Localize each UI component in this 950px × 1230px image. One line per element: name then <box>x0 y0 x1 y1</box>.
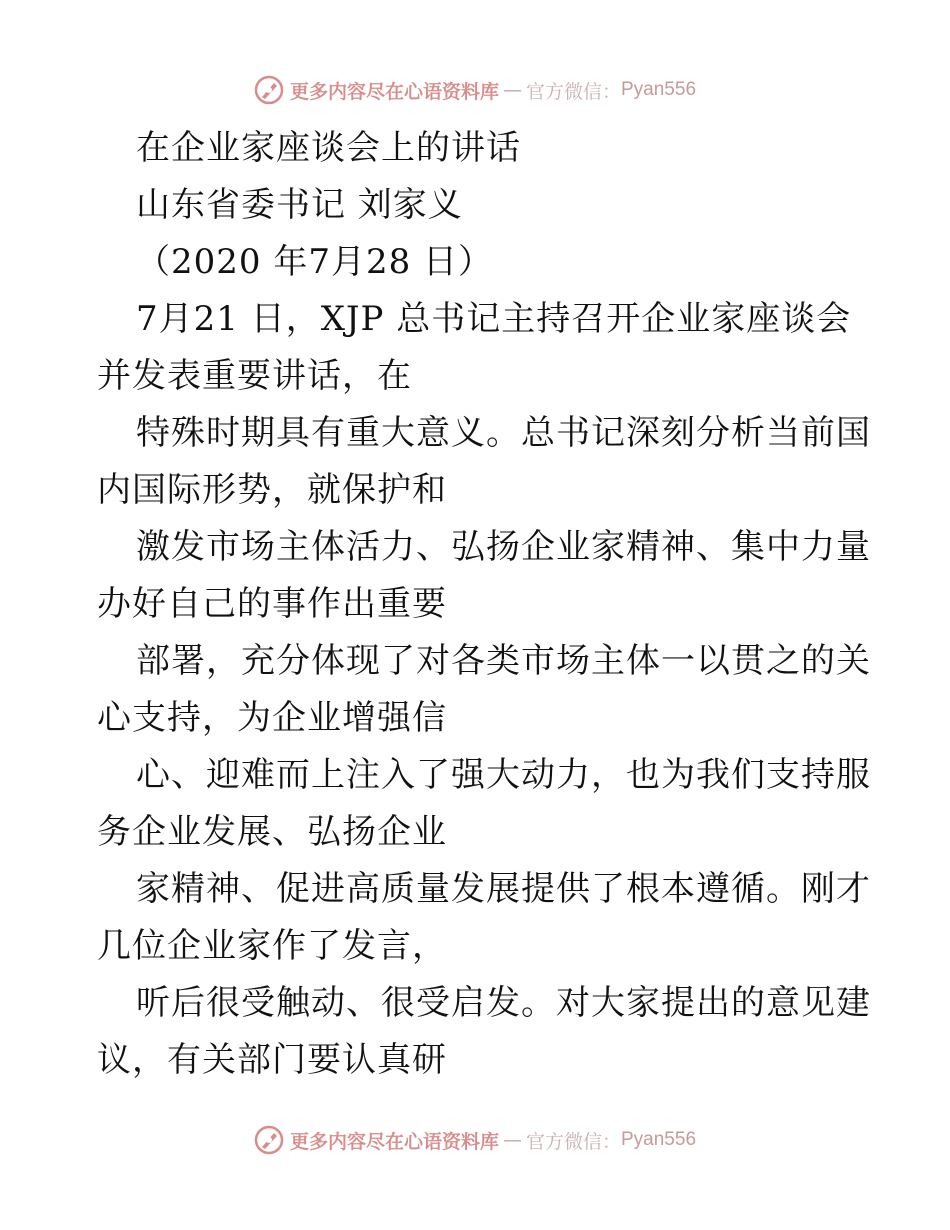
pen-logo-icon <box>254 75 284 105</box>
footer-watermark <box>0 1120 950 1160</box>
document-body <box>97 120 871 1089</box>
paragraph-line: 几位企业家作了发言， <box>97 926 447 966</box>
doc-date: （2020 年7月28 日） <box>136 242 494 282</box>
doc-title: 在企业家座谈会上的讲话 <box>136 128 521 168</box>
paragraph-line: 特殊时期具有重大意义。总书记深刻分析当前国 <box>136 413 871 453</box>
paragraph-line: 内国际形势，就保护和 <box>97 470 447 510</box>
paragraph-line: 听后很受触动、很受启发。对大家提出的意见建 <box>136 983 871 1023</box>
watermark-main-text: 更多内容尽在心语资料库 <box>289 80 499 103</box>
watermark-sub-text: 官方微信： <box>525 1130 621 1153</box>
paragraph-line: 办好自己的事作出重要 <box>97 584 447 624</box>
paragraph-line: 家精神、促进高质量发展提供了根本遵循。刚才 <box>136 869 871 909</box>
pen-logo-icon <box>254 1125 284 1155</box>
watermark-dash: — <box>502 79 522 101</box>
paragraph-line: 并发表重要讲话，在 <box>97 356 412 396</box>
watermark-dash: — <box>502 1129 522 1151</box>
paragraph-line: 务企业发展、弘扬企业 <box>97 812 447 852</box>
watermark-wechat-id: Pyan556 <box>621 79 697 100</box>
paragraph-line: 7月21 日，XJP 总书记主持召开企业家座谈会 <box>136 299 852 339</box>
paragraph-line: 心支持，为企业增强信 <box>97 698 447 738</box>
doc-author: 山东省委书记 刘家义 <box>136 185 463 225</box>
paragraph-line: 议，有关部门要认真研 <box>97 1040 447 1080</box>
paragraph-line: 部署，充分体现了对各类市场主体一以贯之的关 <box>136 641 871 681</box>
paragraph-line: 激发市场主体活力、弘扬企业家精神、集中力量 <box>136 527 871 567</box>
watermark-sub-text: 官方微信： <box>525 80 621 103</box>
paragraph-line: 心、迎难而上注入了强大动力，也为我们支持服 <box>136 755 871 795</box>
watermark-main-text: 更多内容尽在心语资料库 <box>289 1130 499 1153</box>
header-watermark <box>0 70 950 110</box>
watermark-wechat-id: Pyan556 <box>621 1129 697 1150</box>
